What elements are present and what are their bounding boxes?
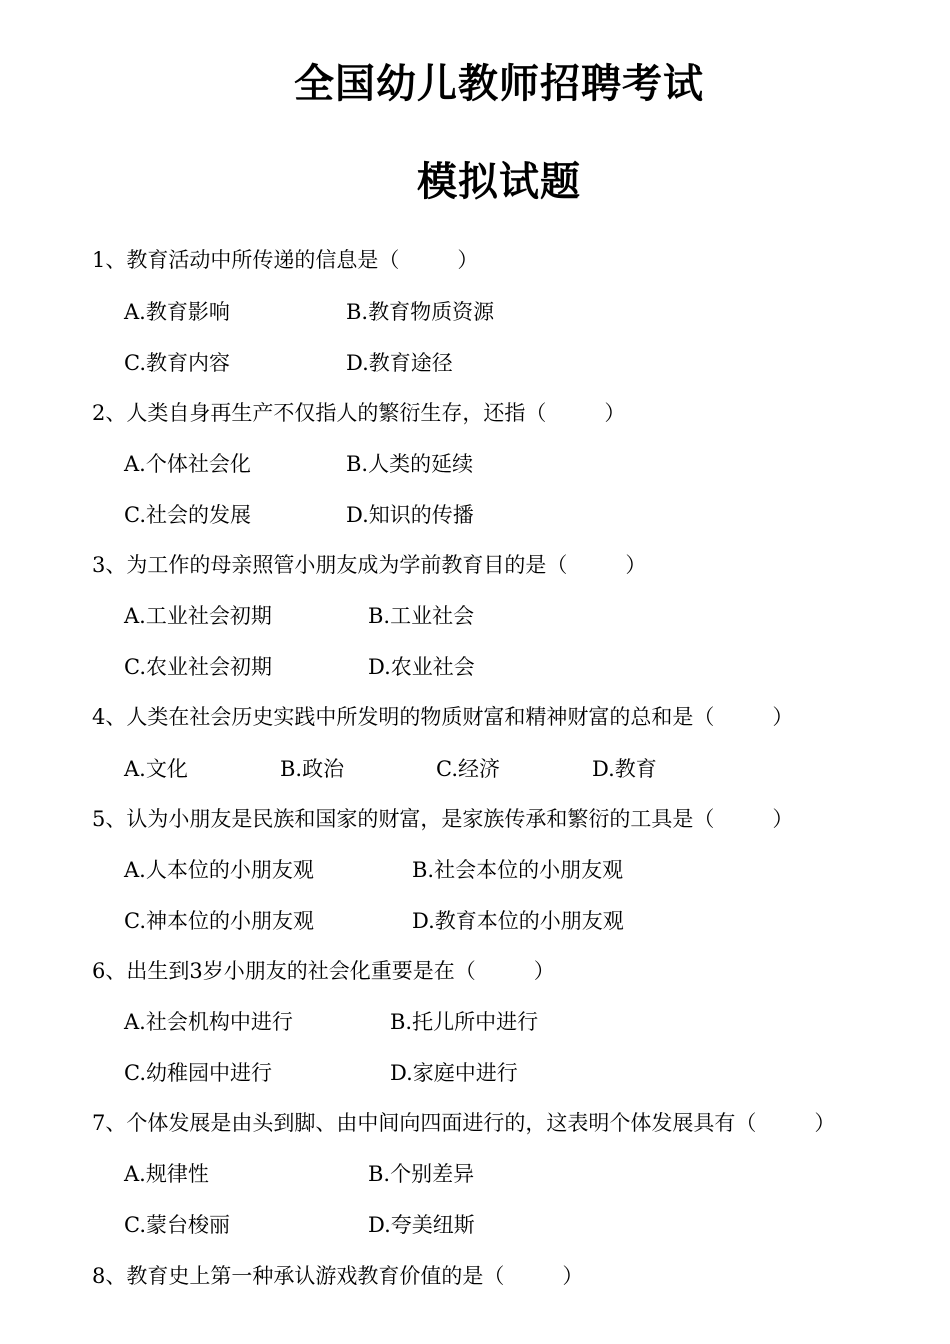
question-stem: 3、为工作的母亲照管小朋友成为学前教育目的是（ xyxy=(92,553,568,577)
question-paren-close: ） xyxy=(772,807,794,831)
question-stem: 8、教育史上第一种承认游戏教育价值的是（ xyxy=(92,1264,505,1288)
question-paren-close: ） xyxy=(814,1111,836,1135)
option-c: C.神本位的小朋友观 xyxy=(124,909,314,933)
option-a: A.社会机构中进行 xyxy=(124,1010,293,1034)
option-a: A.规律性 xyxy=(124,1162,209,1186)
option-b: B.个别差异 xyxy=(368,1162,475,1186)
document-subtitle: 模拟试题 xyxy=(417,159,581,205)
question-6 xyxy=(92,955,555,985)
option-d: D.教育 xyxy=(592,757,657,781)
option-b: B.教育物质资源 xyxy=(346,300,495,324)
option-d: D.夸美纽斯 xyxy=(368,1213,475,1237)
question-8 xyxy=(92,1260,583,1290)
option-c: C.社会的发展 xyxy=(124,503,251,527)
question-stem: 6、出生到3岁小朋友的社会化重要是在（ xyxy=(92,959,476,983)
option-c: C.蒙台梭丽 xyxy=(124,1213,230,1237)
question-paren-close: ） xyxy=(457,248,479,272)
option-b: B.政治 xyxy=(280,757,345,781)
option-c: C.经济 xyxy=(436,757,500,781)
option-a: A.工业社会初期 xyxy=(124,604,272,628)
option-c: C.教育内容 xyxy=(124,351,230,375)
option-b: B.工业社会 xyxy=(368,604,475,628)
option-d: D.农业社会 xyxy=(368,655,475,679)
question-3 xyxy=(92,549,646,579)
option-d: D.家庭中进行 xyxy=(390,1061,518,1085)
question-stem: 4、人类在社会历史实践中所发明的物质财富和精神财富的总和是（ xyxy=(92,705,715,729)
option-a: A.人本位的小朋友观 xyxy=(124,858,314,882)
question-1 xyxy=(92,244,478,274)
option-d: D.教育本位的小朋友观 xyxy=(412,909,624,933)
question-stem: 5、认为小朋友是民族和国家的财富，是家族传承和繁衍的工具是（ xyxy=(92,807,715,831)
question-stem: 7、个体发展是由头到脚、由中间向四面进行的，这表明个体发展具有（ xyxy=(92,1111,757,1135)
option-a: A.教育影响 xyxy=(124,300,230,324)
question-paren-close: ） xyxy=(562,1264,584,1288)
question-4 xyxy=(92,701,793,731)
question-paren-close: ） xyxy=(604,401,626,425)
question-7 xyxy=(92,1107,835,1137)
option-d: D.教育途径 xyxy=(346,351,453,375)
option-c: C.幼稚园中进行 xyxy=(124,1061,272,1085)
option-c: C.农业社会初期 xyxy=(124,655,272,679)
question-5 xyxy=(92,803,793,833)
question-2 xyxy=(92,397,625,427)
option-a: A.个体社会化 xyxy=(124,452,251,476)
question-stem: 2、人类自身再生产不仅指人的繁衍生存，还指（ xyxy=(92,401,547,425)
option-d: D.知识的传播 xyxy=(346,503,474,527)
document-title: 全国幼儿教师招聘考试 xyxy=(294,61,704,107)
question-paren-close: ） xyxy=(625,553,647,577)
question-paren-close: ） xyxy=(533,959,555,983)
option-b: B.托儿所中进行 xyxy=(390,1010,539,1034)
question-paren-close: ） xyxy=(772,705,794,729)
option-a: A.文化 xyxy=(124,757,188,781)
option-b: B.社会本位的小朋友观 xyxy=(412,858,624,882)
option-b: B.人类的延续 xyxy=(346,452,474,476)
question-stem: 1、教育活动中所传递的信息是（ xyxy=(92,248,400,272)
